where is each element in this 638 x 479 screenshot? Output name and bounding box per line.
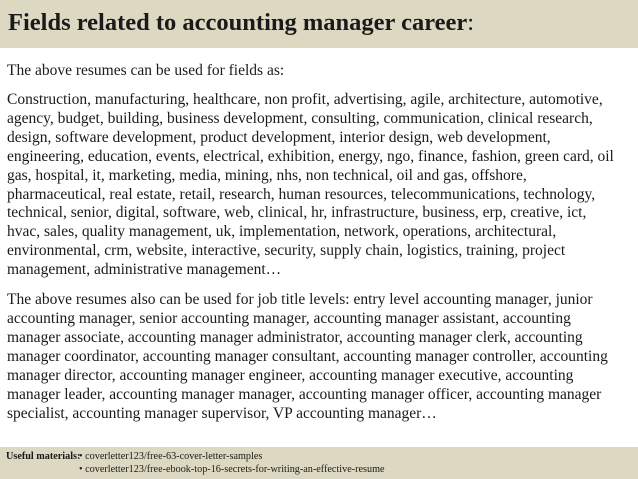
material-link[interactable]: • coverletter123/free-ebook-top-16-secrets-for-writing-an-effective-resume [79, 463, 385, 475]
job-levels-line: manager leader, accounting manager manager, accounting manager officer, accounting manager [7, 385, 602, 403]
fields-line: Construction, manufacturing, healthcare, non profit, advertising, agile, architecture, automotive, [7, 91, 603, 108]
title-bar [0, 0, 638, 48]
useful-materials-label: Useful materials: [6, 451, 81, 462]
fields-line: management, administrative management… [7, 261, 282, 279]
fields-line: hvac, sales, quality management, uk, implementation, network, operations, architectural, [7, 223, 557, 241]
job-levels-line: accounting manager, senior accounting manager, accounting manager assistant, accounting [7, 309, 571, 327]
footer-row [6, 451, 638, 464]
slide-content [7, 61, 637, 434]
material-link[interactable]: • coverletter123/free-63-cover-letter-samples [79, 451, 263, 462]
footer-bar [0, 447, 638, 479]
fields-line: pharmaceutical, real estate, retail, research, human resources, telecommunications, technology, [7, 185, 596, 203]
job-levels-line: specialist, accounting manager supervisor, VP accounting manager… [7, 404, 437, 422]
job-levels-line: The above resumes also can be used for job title levels: entry level accounting manager, junior [7, 291, 593, 309]
fields-paragraph [7, 91, 637, 280]
fields-line: environmental, crm, website, interactive, security, supply chain, logistics, training, project [7, 242, 566, 260]
fields-line: technical, senior, digital, software, web, clinical, hr, infrastructure, business, erp, creative, ict, [7, 204, 587, 222]
job-levels-paragraph [7, 291, 637, 423]
fields-line: engineering, education, events, electrical, exhibition, energy, ngo, finance, fashion, green card, oil [7, 147, 614, 165]
footer-row [6, 464, 638, 477]
fields-line: agency, budget, building, business development, consulting, communication, clinical research, [7, 109, 593, 127]
job-levels-line: manager coordinator, accounting manager consultant, accounting manager controller, accounting [7, 347, 608, 365]
page-title-colon: : [467, 9, 475, 36]
page-title-text: Fields related to accounting manager career [8, 9, 468, 36]
job-levels-line: manager director, accounting manager engineer, accounting manager executive, accounting [7, 366, 574, 384]
fields-line: design, software development, product development, interior design, web development, [7, 128, 551, 146]
intro-text: The above resumes can be used for fields as: [7, 62, 285, 79]
fields-line: gas, hospital, it, marketing, media, mining, nhs, non technical, oil and gas, offshore, [7, 166, 527, 184]
page-title [8, 9, 630, 37]
job-levels-line: manager associate, accounting manager administrator, accounting manager clerk, accounting [7, 328, 583, 346]
